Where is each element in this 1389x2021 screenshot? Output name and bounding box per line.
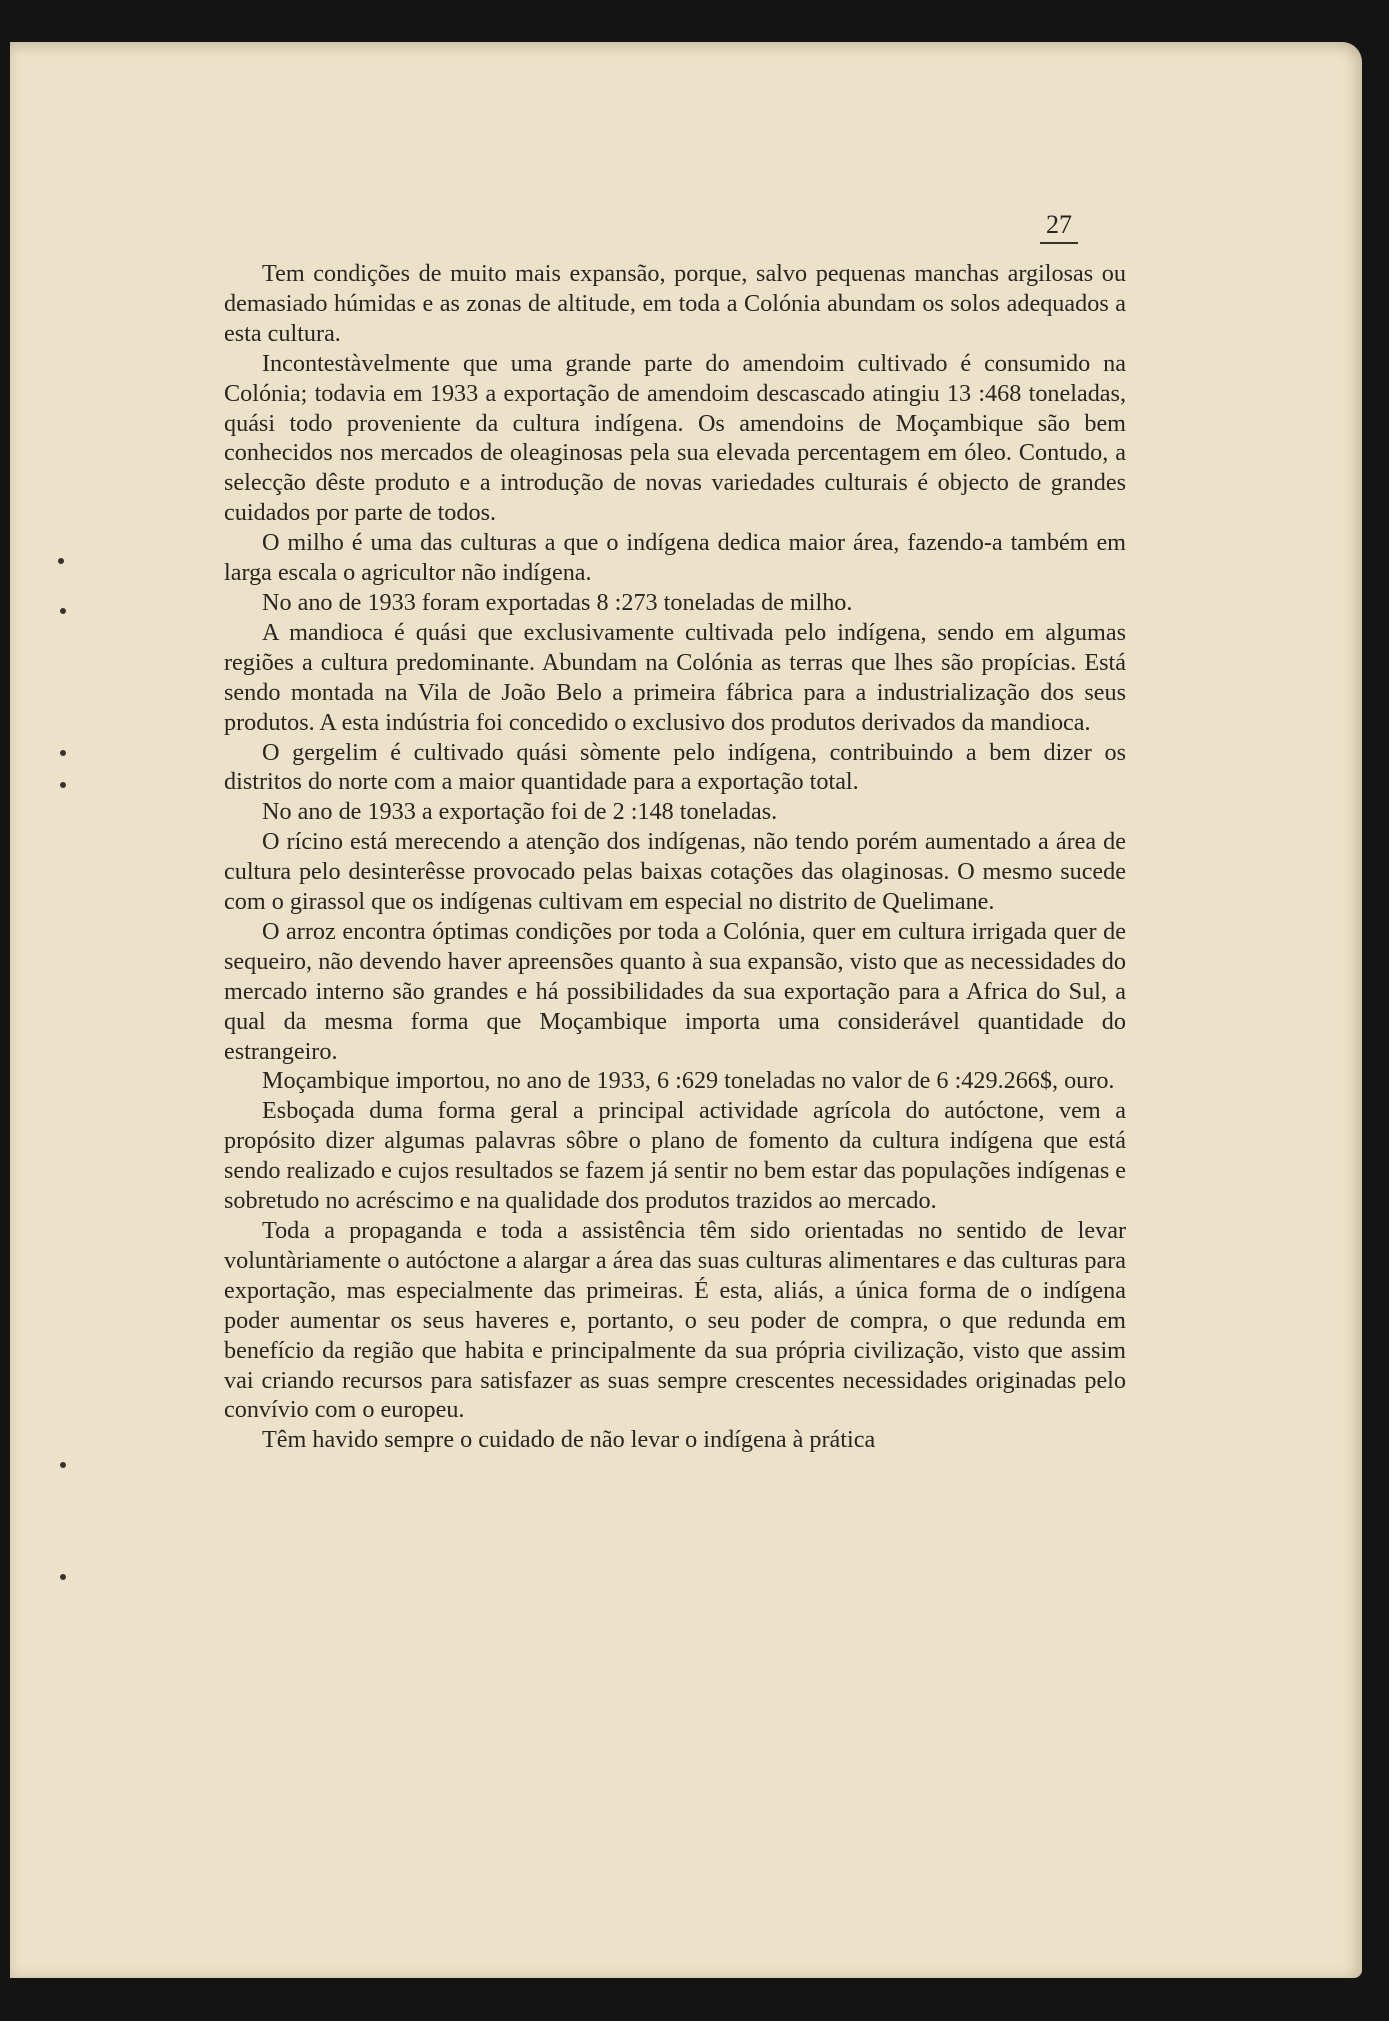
paragraph: Têm havido sempre o cuidado de não levar o indígena à prática (262, 1426, 876, 1454)
paragraph: A mandioca é quási que exclusivamente cultivada pelo indígena, sendo em algumas regiões a cultura predominante. Abundam na Colónia as terras que lhes são propícias. Está sendo montada na Vila de João Belo a primeira fábrica para a industrialização dos seus produtos. A esta indústria foi concedido o exclusivo dos produtos derivados da mandioca. (224, 618, 1126, 736)
paragraph: Moçambique importou, no ano de 1933, 6 :629 toneladas no valor de 6 :429.266$, ouro. (262, 1067, 1115, 1095)
binding-hole-mark (60, 750, 66, 756)
paragraph: O milho é uma das culturas a que o indígena dedica maior área, fazendo-a também em larga escala o agricultor não indígena. (224, 529, 1126, 587)
paragraph: O gergelim é cultivado quási sòmente pelo indígena, contribuindo a bem dizer os distritos do norte com a maior quantidade para a exportação total. (224, 738, 1126, 796)
body-text (224, 259, 1126, 1455)
paragraph: Esboçada duma forma geral a principal actividade agrícola do autóctone, vem a propósito dizer algumas palavras sôbre o plano de fomento da cultura indígena que está sendo realizado e cujos resultados se fazem já sentir no bem estar das populações indígenas e sobretudo no acréscimo e na qualidade dos produtos trazidos ao mercado. (224, 1097, 1127, 1215)
paragraph: No ano de 1933 foram exportadas 8 :273 toneladas de milho. (262, 588, 853, 616)
binding-hole-mark (60, 608, 66, 614)
paragraph: No ano de 1933 a exportação foi de 2 :148 toneladas. (262, 798, 778, 826)
paragraph: Incontestàvelmente que uma grande parte do amendoim cultivado é consumido na Colónia; todavia em 1933 a exportação de amendoim descascado atingiu 13 :468 toneladas, quási todo proveniente da cultura indígena. Os amendoins de Moçambique são bem conhecidos nos mercados de oleaginosas pela sua elevada percentagem em óleo. Contudo, a selecção dêste produto e a introdução de novas variedades culturais é objecto de grandes cuidados por parte de todos. (224, 349, 1126, 527)
paragraph: O arroz encontra óptimas condições por toda a Colónia, quer em cultura irrigada quer de sequeiro, não devendo haver apreensões quanto à sua expansão, visto que as necessidades do mercado interno são grandes e há possibilidades da sua exportação para a Africa do Sul, a qual da mesma forma que Moçambique importa uma considerável quantidade do estrangeiro. (224, 917, 1126, 1065)
binding-hole-mark (60, 1462, 66, 1468)
paragraph: O rícino está merecendo a atenção dos indígenas, não tendo porém aumentado a área de cultura pelo desinterêsse provocado pelas baixas cotações das olaginosas. O mesmo sucede com o girassol que os indígenas cultivam em especial no distrito de Quelimane. (224, 828, 1126, 916)
binding-hole-mark (60, 1574, 66, 1580)
paragraph: Toda a propaganda e toda a assistência têm sido orientadas no sentido de levar voluntàriamente o autóctone a alargar a área das suas culturas alimentares e das culturas para exportação, mas especialmente das primeiras. É esta, aliás, a única forma de o indígena poder aumentar os seus haveres e, portanto, o seu poder de compra, o que redunda em benefício da região que habita e principalmente da sua própria civilização, visto que assim vai criando recursos para satisfazer as suas sempre crescentes necessidades originadas pelo convívio com o europeu. (224, 1217, 1126, 1424)
page-number: 27 (1040, 210, 1078, 244)
binding-hole-mark (58, 558, 64, 564)
binding-hole-mark (60, 782, 66, 788)
paragraph: Tem condições de muito mais expansão, porque, salvo pequenas manchas argilosas ou demasiado húmidas e as zonas de altitude, em toda a Colónia abundam os solos adequados a esta cultura. (224, 260, 1126, 347)
